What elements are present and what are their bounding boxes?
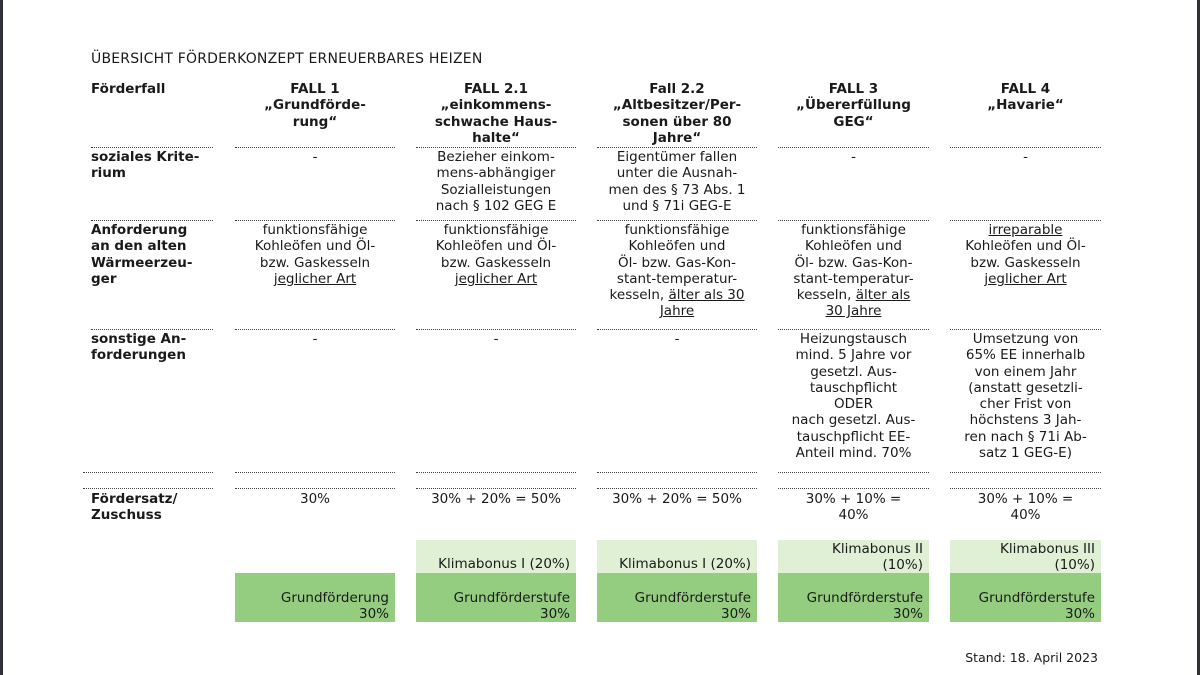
- dotted-line: [950, 147, 1101, 148]
- case-4-header: FALL 4 „Havarie“: [987, 81, 1064, 114]
- dotted-line: [778, 220, 929, 221]
- case-2-2-anforderung-text: funktionsfähige Kohleöfen und Öl- bzw. Gas-Kon- stant-temperatur- kesseln,: [609, 222, 738, 304]
- case-3-header: FALL 3 „Übererfüllung GEG“: [796, 81, 911, 130]
- case-2-1-klimabonus: Klimabonus I (20%): [416, 540, 576, 573]
- case-4-klimabonus: Klimabonus III (10%): [950, 540, 1101, 573]
- case-1-anforderung-text: funktionsfähige Kohleöfen und Öl- bzw. Gaskesseln: [254, 222, 376, 271]
- dotted-line: [597, 488, 757, 489]
- case-4-anforderung: [950, 222, 1101, 287]
- case-1-grundfoerderung: Grundförderung 30%: [235, 573, 395, 622]
- row-label-soziales: soziales Krite- rium: [91, 149, 200, 182]
- case-1-header: FALL 1 „Grundförde- rung“: [264, 81, 366, 130]
- row-label-foerdersatz: Fördersatz/ Zuschuss: [91, 491, 178, 524]
- case-2-1-header: FALL 2.1 „einkommens- schwache Haus- halte“: [434, 81, 558, 146]
- dotted-line: [91, 329, 213, 330]
- dotted-line: [778, 488, 929, 489]
- left-frame-border: [0, 0, 3, 675]
- dotted-line: [778, 472, 929, 473]
- case-4-anforderung-emphasis: jeglicher Art: [984, 270, 1067, 287]
- dotted-line: [235, 329, 395, 330]
- case-3-anforderung: [778, 222, 929, 320]
- footer-date: Stand: 18. April 2023: [965, 650, 1098, 665]
- case-3-foerdersatz: 30% + 10% = 40%: [805, 491, 902, 524]
- case-1-anforderung-emphasis: jeglicher Art: [273, 270, 357, 287]
- case-4-anforderung-lead-emphasis: irreparable: [988, 222, 1063, 238]
- case-2-1-anforderung-text: funktionsfähige Kohleöfen und Öl- bzw. Gaskesseln: [435, 222, 557, 271]
- page-title: ÜBERSICHT FÖRDERKONZEPT ERNEUERBARES HEIZEN: [91, 51, 483, 67]
- case-2-2-anforderung: [597, 222, 757, 320]
- dotted-line: [950, 488, 1101, 489]
- case-4-grundfoerderung: Grundförderstufe 30%: [950, 573, 1101, 622]
- dotted-line: [416, 472, 576, 473]
- dotted-line: [235, 147, 395, 148]
- dotted-line: [950, 329, 1101, 330]
- dotted-line: [597, 220, 757, 221]
- row-label-foerderfall: Förderfall: [91, 81, 166, 97]
- case-1-anforderung: [235, 222, 395, 287]
- dotted-line: [597, 147, 757, 148]
- dotted-line: [778, 329, 929, 330]
- case-2-2-grundfoerderung: Grundförderstufe 30%: [597, 573, 757, 622]
- dotted-line: [950, 220, 1101, 221]
- case-3-sonstige: Heizungstausch mind. 5 Jahre vor gesetzl. Aus- tauschpflicht ODER nach gesetzl. Aus- tauschpflicht EE- Anteil mind. 70%: [791, 331, 916, 462]
- case-2-2-foerdersatz: 30% + 20% = 50%: [612, 491, 742, 507]
- case-1-soziales: -: [312, 149, 318, 165]
- case-2-1-anforderung: [416, 222, 576, 287]
- dotted-line: [416, 220, 576, 221]
- case-1-foerdersatz: 30%: [299, 491, 330, 507]
- case-2-1-soziales: Bezieher einkom- mens-abhängiger Sozialleistungen nach § 102 GEG E: [435, 149, 557, 214]
- dotted-line: [91, 147, 213, 148]
- dotted-line: [416, 329, 576, 330]
- case-4-soziales: -: [1023, 149, 1028, 165]
- dotted-line: [235, 488, 395, 489]
- case-3-soziales: -: [851, 149, 856, 165]
- case-2-2-header: Fall 2.2 „Altbesitzer/Per- sonen über 80 Jahre“: [612, 81, 742, 146]
- dotted-line: [597, 329, 757, 330]
- dotted-line: [950, 472, 1101, 473]
- row-label-sonstige: sonstige An- forderungen: [91, 331, 187, 364]
- case-3-anforderung-text: funktionsfähige Kohleöfen und Öl- bzw. Gas-Kon- stant-temperatur- kesseln,: [793, 222, 914, 304]
- case-3-anforderung-emphasis: älter als 30 Jahre: [825, 287, 911, 320]
- case-3-grundfoerderung: Grundförderstufe 30%: [778, 573, 929, 622]
- dotted-line: [416, 147, 576, 148]
- case-2-1-grundfoerderung: Grundförderstufe 30%: [416, 573, 576, 622]
- case-3-klimabonus: Klimabonus II (10%): [778, 540, 929, 573]
- dotted-line: [235, 220, 395, 221]
- case-2-2-sonstige: -: [674, 331, 680, 347]
- dotted-line: [416, 488, 576, 489]
- dotted-line: [778, 147, 929, 148]
- case-2-2-anforderung-emphasis: älter als 30 Jahre: [659, 287, 745, 320]
- case-2-1-sonstige: -: [493, 331, 499, 347]
- case-1-sonstige: -: [312, 331, 318, 347]
- case-2-2-soziales: Eigentümer fallen unter die Ausnah- men des § 73 Abs. 1 und § 71i GEG-E: [608, 149, 746, 214]
- dotted-line: [83, 472, 213, 473]
- case-4-foerdersatz: 30% + 10% = 40%: [977, 491, 1074, 524]
- case-4-sonstige: Umsetzung von 65% EE innerhalb von einem Jahr (anstatt gesetzli- cher Frist von höchstens 3 Jah- ren nach § 71i Ab- satz 1 GEG-E): [964, 331, 1087, 462]
- dotted-line: [91, 220, 213, 221]
- row-label-anforderung: Anforderung an den alten Wärmeerzeu- ger: [91, 222, 193, 287]
- dotted-line: [83, 488, 213, 489]
- case-2-2-klimabonus: Klimabonus I (20%): [597, 540, 757, 573]
- dotted-line: [235, 472, 395, 473]
- dotted-line: [597, 472, 757, 473]
- case-2-1-anforderung-emphasis: jeglicher Art: [454, 270, 538, 287]
- case-4-anforderung-text: Kohleöfen und Öl- bzw. Gaskesseln: [965, 238, 1086, 271]
- case-2-1-foerdersatz: 30% + 20% = 50%: [431, 491, 561, 507]
